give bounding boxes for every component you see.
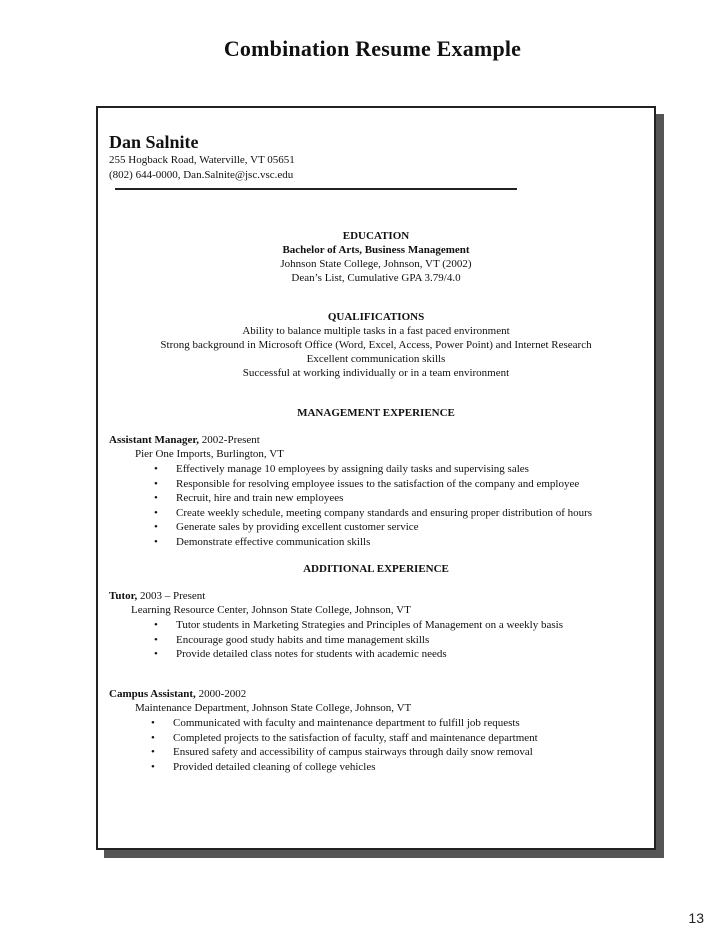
list-item: • Ensured safety and accessibility of campus stairways through daily snow removal: [151, 745, 538, 760]
qualification-item: Strong background in Microsoft Office (Word, Excel, Access, Power Point) and Internet Research: [160, 339, 592, 351]
degree-line: Bachelor of Arts, Business Management: [282, 244, 470, 256]
list-item: • Recruit, hire and train new employees: [154, 491, 592, 506]
job-dates: 2000-2002: [195, 688, 247, 700]
job-title-line: [109, 433, 260, 447]
job-title: Campus Assistant,: [109, 688, 196, 700]
management-heading: MANAGEMENT EXPERIENCE: [297, 407, 455, 419]
qualification-item: Ability to balance multiple tasks in a fast paced environment: [242, 325, 510, 337]
list-item: • Provided detailed cleaning of college vehicles: [151, 760, 538, 775]
applicant-name: Dan Salnite: [109, 132, 199, 152]
job-bullets: [154, 462, 592, 550]
job-employer: Learning Resource Center, Johnson State College, Johnson, VT: [131, 604, 411, 616]
list-item: • Responsible for resolving employee issues to the satisfaction of the company and employee: [154, 477, 592, 492]
school-line: Johnson State College, Johnson, VT (2002): [280, 258, 472, 270]
list-item: • Demonstrate effective communication skills: [154, 535, 592, 550]
qualifications-heading: QUALIFICATIONS: [327, 311, 425, 323]
phone-email-line: (802) 644-0000, Dan.Salnite@jsc.vsc.edu: [109, 169, 294, 181]
page-number: 13: [688, 910, 704, 926]
list-item: • Communicated with faculty and maintenance department to fulfill job requests: [151, 716, 538, 731]
job-title-line: [109, 687, 246, 701]
list-item: • Encourage good study habits and time management skills: [154, 633, 563, 648]
additional-heading: ADDITIONAL EXPERIENCE: [303, 563, 449, 575]
list-item: • Completed projects to the satisfaction of faculty, staff and maintenance department: [151, 731, 538, 746]
resume-card: [96, 106, 656, 850]
education-heading: EDUCATION: [342, 230, 410, 242]
list-item: • Tutor students in Marketing Strategies and Principles of Management on a weekly basis: [154, 618, 563, 633]
job-bullets: [154, 618, 563, 662]
job-bullets: [151, 716, 538, 774]
education-section: [98, 229, 654, 285]
list-item: • Provide detailed class notes for students with academic needs: [154, 647, 563, 662]
qualification-item: Successful at working individually or in a team environment: [242, 367, 510, 379]
job-employer: Pier One Imports, Burlington, VT: [135, 448, 284, 460]
job-title: Assistant Manager,: [109, 434, 200, 446]
job-title: Tutor,: [109, 590, 138, 602]
job-dates: 2003 – Present: [137, 590, 206, 602]
list-item: • Effectively manage 10 employees by assigning daily tasks and supervising sales: [154, 462, 592, 477]
job-title-line: [109, 589, 205, 603]
contact-block: [109, 153, 295, 183]
page-title: Combination Resume Example: [223, 36, 522, 61]
qualifications-section: [98, 310, 654, 380]
list-item: • Generate sales by providing excellent customer service: [154, 520, 592, 535]
honors-line: Dean’s List, Cumulative GPA 3.79/4.0: [291, 272, 461, 284]
header-divider: [115, 188, 517, 190]
qualification-item: Excellent communication skills: [306, 353, 446, 365]
list-item: • Create weekly schedule, meeting company standards and ensuring proper distribution of hours: [154, 506, 592, 521]
job-dates: 2002-Present: [199, 434, 260, 446]
job-employer: Maintenance Department, Johnson State College, Johnson, VT: [135, 702, 412, 714]
address-line: 255 Hogback Road, Waterville, VT 05651: [109, 154, 295, 166]
